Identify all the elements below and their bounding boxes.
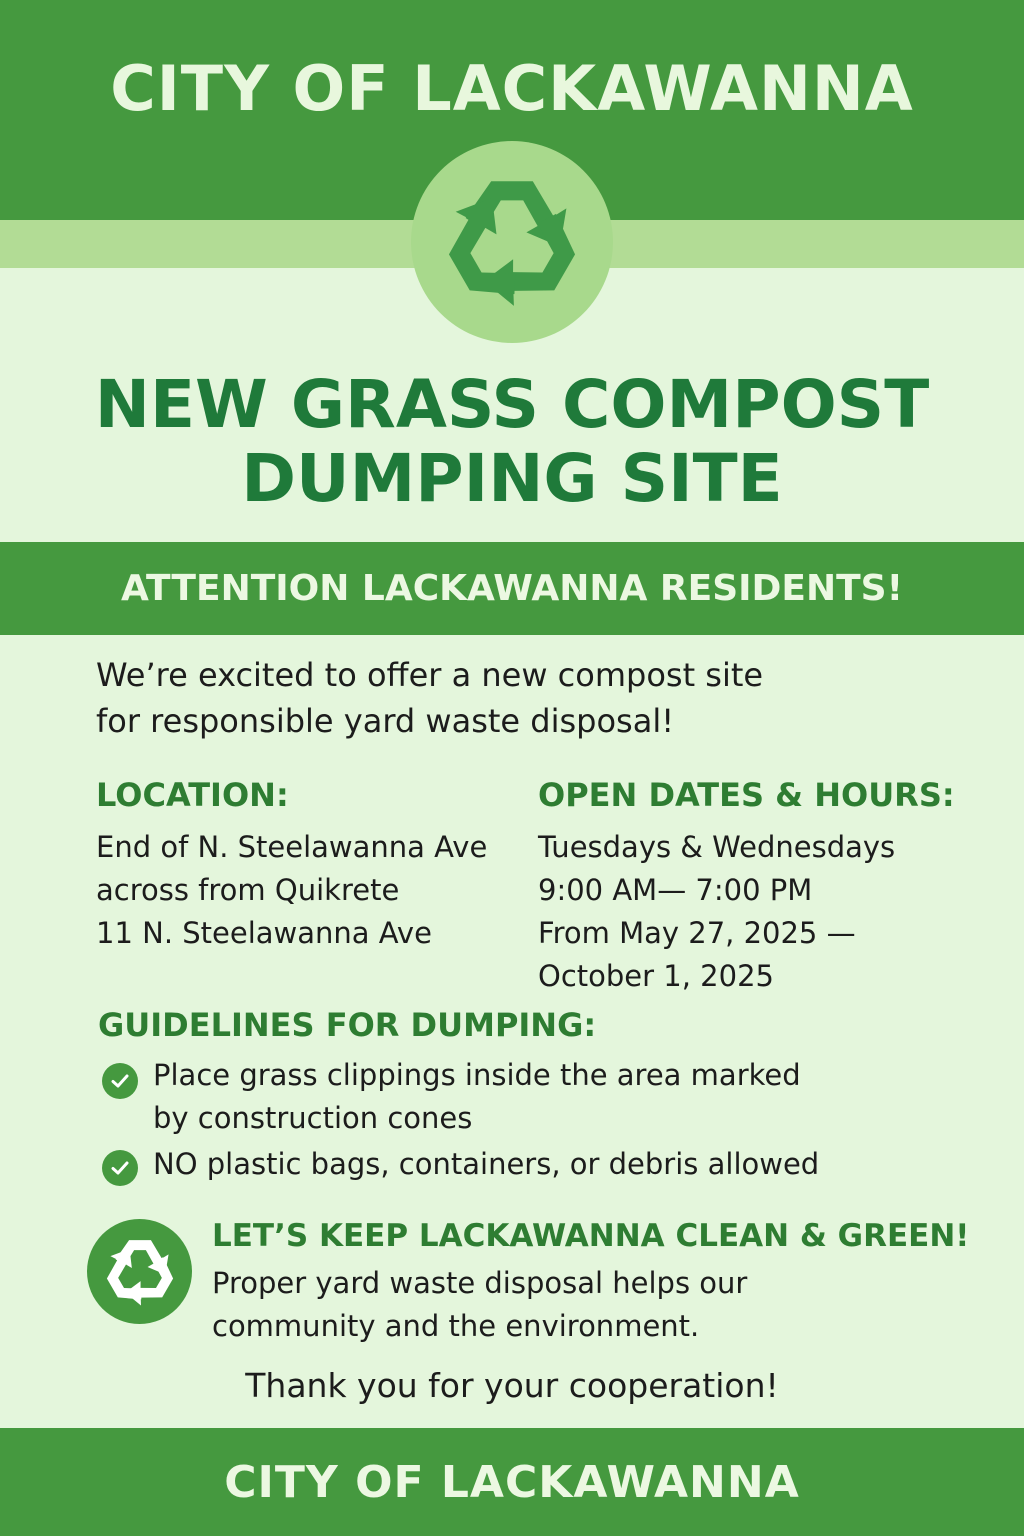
thank-you-text: Thank you for your cooperation! [245,1366,779,1405]
guideline-item [153,1143,913,1186]
keep-clean-line: community and the environment. [212,1309,700,1343]
check-icon [102,1150,138,1186]
guideline-line: Place grass clippings inside the area marked [153,1058,801,1092]
location-details [96,826,526,955]
location-line: End of N. Steelawanna Ave [96,830,488,864]
hours-line: Tuesdays & Wednesdays [538,830,896,864]
footer-band [0,1428,1024,1536]
location-heading: LOCATION: [96,776,289,814]
keep-clean-line: Proper yard waste disposal helps our [212,1266,748,1300]
recycle-icon [432,162,592,322]
guideline-line: by construction cones [153,1101,473,1135]
recycle-logo [411,141,613,343]
hours-line: October 1, 2025 [538,959,774,993]
hours-line: 9:00 AM— 7:00 PM [538,873,813,907]
city-title-top: CITY OF LACKAWANNA [110,52,914,125]
intro-text [96,652,876,744]
recycle-icon [98,1230,182,1314]
keep-clean-text [212,1262,912,1348]
intro-line-2: for responsible yard waste disposal! [96,702,675,740]
headline-line-1: NEW GRASS COMPOST [94,366,930,443]
hours-details [538,826,998,998]
headline-line-2: DUMPING SITE [241,440,783,517]
keep-clean-heading: LET’S KEEP LACKAWANNA CLEAN & GREEN! [212,1218,970,1254]
recycle-badge [87,1219,192,1324]
attention-text: ATTENTION LACKAWANNA RESIDENTS! [120,568,904,609]
intro-line-1: We’re excited to offer a new compost site [96,656,764,694]
headline [0,368,1024,516]
hours-line: From May 27, 2025 — [538,916,856,950]
city-title-bottom: CITY OF LACKAWANNA [224,1456,800,1508]
hours-heading: OPEN DATES & HOURS: [538,776,955,814]
attention-banner [0,542,1024,635]
guideline-line: NO plastic bags, containers, or debris allowed [153,1147,820,1181]
location-line: 11 N. Steelawanna Ave [96,916,432,950]
location-line: across from Quikrete [96,873,400,907]
check-icon [102,1063,138,1099]
guideline-item [153,1054,913,1140]
guidelines-heading: GUIDELINES FOR DUMPING: [98,1006,597,1044]
